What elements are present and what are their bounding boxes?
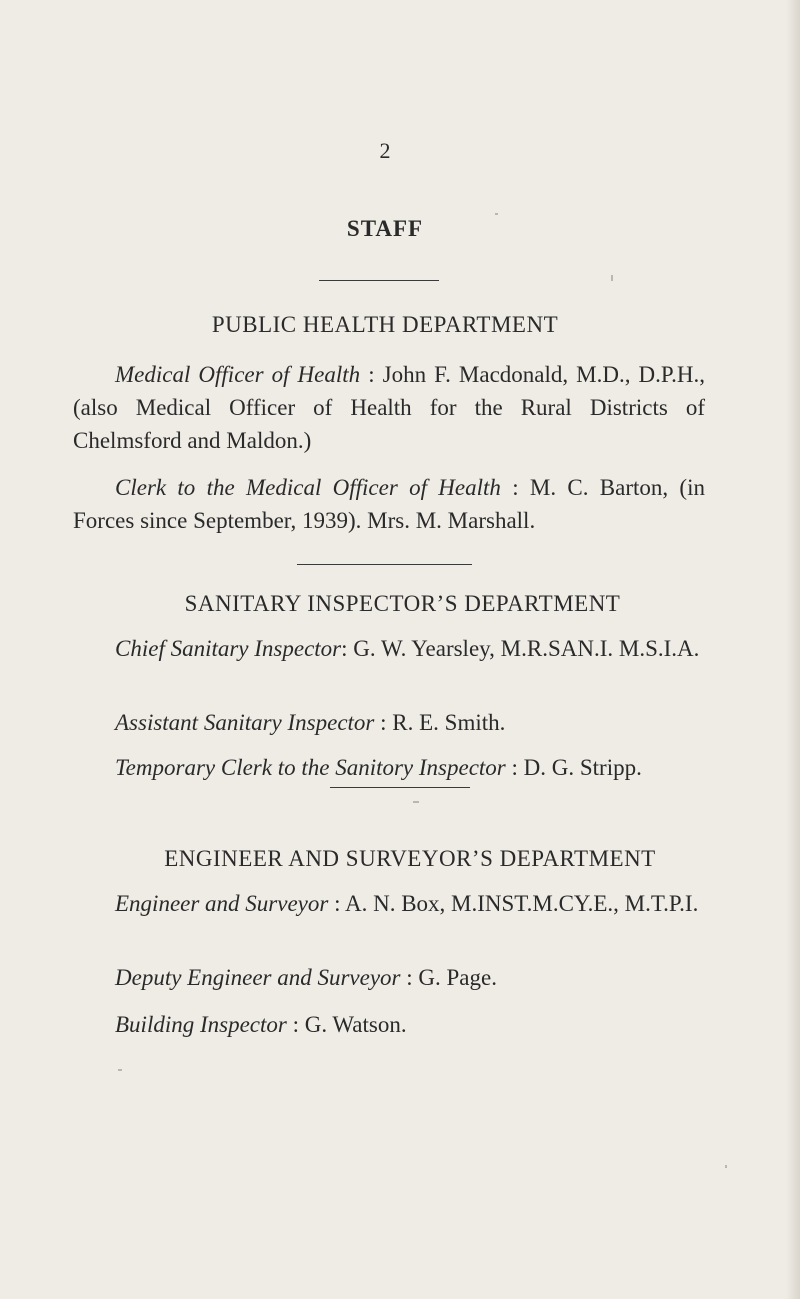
staff-entry-temporary-clerk <box>73 751 705 784</box>
entry-separator: : <box>360 362 383 387</box>
entry-separator: : <box>374 710 393 735</box>
section-title-sanitary-inspector: SANITARY INSPECTOR’S DEPARTMENT <box>184 591 621 616</box>
staff-heading: STAFF <box>346 216 424 241</box>
entry-text: R. E. Smith. <box>392 710 506 735</box>
entry-separator: : <box>286 1012 305 1037</box>
entry-text: G. W. Yearsley, M.R.SAN.I. M.S.I.A. <box>353 636 700 661</box>
staff-entry-assistant-sanitary-inspector <box>73 706 705 739</box>
staff-entry-chief-sanitary-inspector <box>73 632 705 665</box>
section-title-public-health: PUBLIC HEALTH DEPARTMENT <box>211 312 559 337</box>
entry-text: A. N. Box, M.INST.M.CY.E., M.T.P.I. <box>344 891 699 916</box>
page-edge-shadow <box>786 0 800 1299</box>
entry-separator: : <box>400 965 419 990</box>
entry-text: M. C. Barton, (in Forces since September, 1939). Mrs. M. Marshall. <box>73 475 705 533</box>
staff-entry-clerk-medical-officer <box>73 471 705 537</box>
staff-entry-engineer-surveyor <box>73 887 705 920</box>
entry-text: G. Page. <box>418 965 497 990</box>
entry-role: Deputy Engineer and Surveyor <box>115 965 401 990</box>
staff-entry-medical-officer <box>73 358 705 457</box>
staff-entry-deputy-engineer <box>73 961 705 994</box>
divider-rule <box>330 787 470 788</box>
paper-speck <box>495 213 498 215</box>
paper-speck <box>725 1165 727 1168</box>
staff-entry-building-inspector <box>73 1008 705 1041</box>
paper-speck <box>611 275 613 281</box>
divider-rule <box>319 280 439 281</box>
entry-role: Temporary Clerk to the Sanitory Inspector <box>115 755 506 780</box>
section-title-engineer-surveyor: ENGINEER AND SURVEYOR’S DEPARTMENT <box>164 846 656 871</box>
divider-rule <box>297 564 472 565</box>
entry-role: Building Inspector <box>115 1012 287 1037</box>
entry-text: G. Watson. <box>304 1012 407 1037</box>
entry-separator: : <box>505 755 524 780</box>
entry-separator: : <box>328 891 345 916</box>
entry-role: Chief Sanitary Inspector <box>115 636 342 661</box>
paper-speck <box>413 801 419 803</box>
entry-role: Medical Officer of Health <box>115 362 361 387</box>
entry-separator: : <box>341 636 354 661</box>
entry-text: D. G. Stripp. <box>523 755 642 780</box>
paper-speck <box>118 1069 122 1071</box>
entry-text: John F. Macdonald, M.D., D.P.H., (also Medical Officer of Health for the Rural Districts of Chelmsford and Maldon.) <box>73 362 706 453</box>
entry-separator: : <box>500 475 530 500</box>
entry-role: Clerk to the Medical Officer of Health <box>115 475 501 500</box>
entry-role: Assistant Sanitary Inspector <box>115 710 375 735</box>
page-number: 2 <box>379 138 391 163</box>
entry-role: Engineer and Surveyor <box>115 891 329 916</box>
